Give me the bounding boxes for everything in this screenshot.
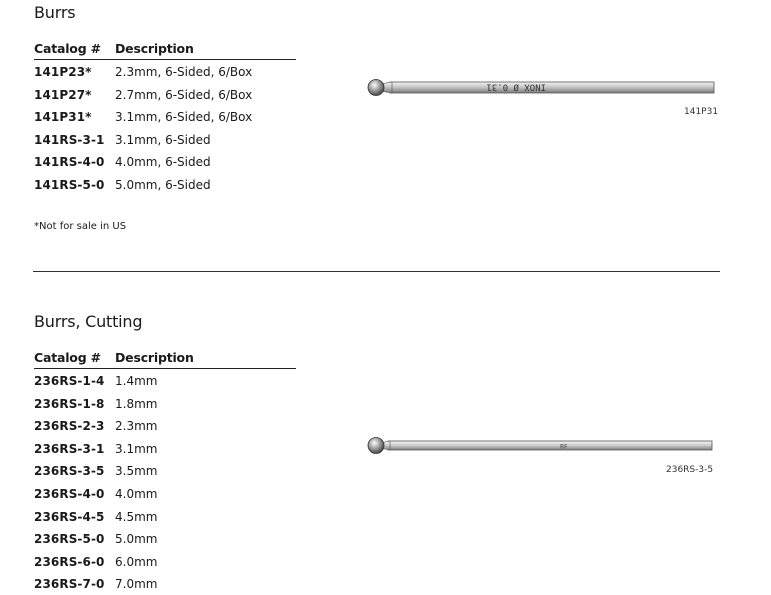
catalog-number: 236RS-1-8 [34, 396, 105, 411]
description: 2.7mm, 6-Sided, 6/Box [115, 87, 253, 102]
description: 3.5mm [115, 464, 158, 479]
catalog-number: 236RS-6-0 [34, 554, 105, 569]
table-row [34, 133, 296, 151]
burr-236rs-3-5-image [366, 435, 716, 457]
header-catalog: Catalog # [34, 41, 101, 56]
section-divider [33, 271, 720, 272]
catalog-number: 236RS-2-3 [34, 419, 105, 434]
section-title-burrs: Burrs [34, 3, 76, 22]
description: 5.0mm [115, 532, 158, 547]
footnote: *Not for sale in US [34, 221, 127, 232]
description: 4.5mm [115, 509, 158, 524]
description: 3.1mm, 6-Sided [115, 132, 211, 147]
table-row [34, 577, 296, 595]
catalog-number: 141RS-4-0 [34, 155, 105, 169]
description: 4.0mm [115, 487, 158, 501]
description: 3.1mm, 6-Sided, 6/Box [115, 110, 253, 124]
catalog-number: 236RS-7-0 [34, 577, 105, 592]
table-row [34, 487, 296, 505]
header-description: Description [115, 41, 194, 56]
description: 2.3mm [115, 419, 158, 434]
catalog-number: 236RS-3-5 [34, 464, 105, 479]
description: 1.4mm [115, 374, 158, 388]
table-row [34, 464, 296, 482]
section-title-burrs-cutting: Burrs, Cutting [34, 312, 143, 331]
description: 6.0mm [115, 554, 158, 569]
table-row [34, 110, 296, 128]
table-row [34, 419, 296, 437]
shaft-marking: INOX Ø 0.31 [486, 81, 546, 92]
burrs-catalog-table [34, 41, 296, 192]
header-description: Description [115, 350, 194, 365]
table-row [34, 397, 296, 415]
burrs-cutting-catalog-table [34, 350, 296, 592]
image-caption-236rs-3-5: 236RS-3-5 [666, 465, 714, 475]
catalog-number: 236RS-5-0 [34, 532, 105, 547]
catalog-number: 236RS-4-0 [34, 487, 105, 501]
table-row [34, 510, 296, 528]
table-row [34, 88, 296, 106]
table-row [34, 178, 296, 196]
catalog-number: 141P27* [34, 87, 92, 102]
table-header [34, 350, 296, 369]
table-row [34, 555, 296, 573]
shaft-marking: RF [560, 443, 568, 451]
description: 2.3mm, 6-Sided, 6/Box [115, 65, 253, 79]
burr-head-icon [368, 80, 384, 96]
table-row [34, 155, 296, 173]
description: 5.0mm, 6-Sided [115, 177, 211, 192]
catalog-number: 236RS-3-1 [34, 441, 105, 456]
image-caption-141p31: 141P31 [684, 107, 719, 117]
description: 1.8mm [115, 396, 158, 411]
burr-141p31-image [366, 77, 716, 99]
table-row [34, 442, 296, 460]
catalog-number: 141P23* [34, 65, 92, 79]
table-row [34, 532, 296, 550]
description: 4.0mm, 6-Sided [115, 155, 211, 169]
catalog-number: 141RS-3-1 [34, 132, 105, 147]
header-catalog: Catalog # [34, 350, 101, 365]
burr-head-icon [368, 438, 384, 454]
catalog-number: 141P31* [34, 110, 92, 124]
table-row [34, 65, 296, 83]
catalog-number: 236RS-1-4 [34, 374, 105, 388]
description: 7.0mm [115, 577, 158, 592]
table-header [34, 41, 296, 60]
catalog-number: 141RS-5-0 [34, 177, 105, 192]
description: 3.1mm [115, 441, 158, 456]
table-row [34, 374, 296, 392]
catalog-number: 236RS-4-5 [34, 509, 105, 524]
